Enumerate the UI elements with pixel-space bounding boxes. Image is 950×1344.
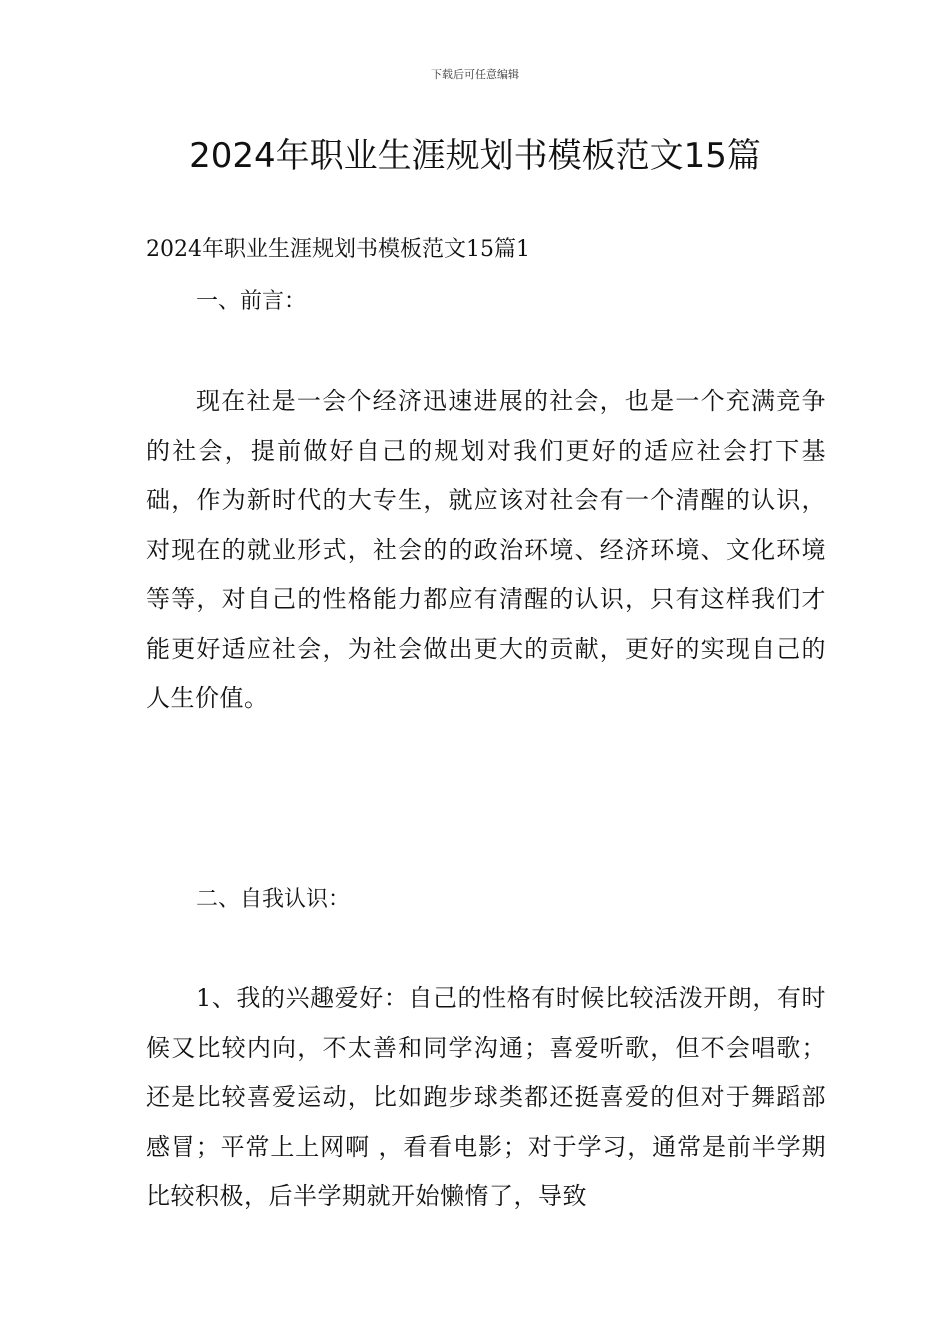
- header-note: 下载后可任意编辑: [431, 68, 519, 81]
- document-title: 2024年职业生涯规划书模板范文15篇: [189, 136, 761, 176]
- preface-paragraph: 现在社是一会个经济迅速进展的社会，也是一个充满竞争的社会，提前做好自己的规划对我们更好的适应社会打下基础，作为新时代的大专生，就应该对社会有一个清醒的认识，对现在的就业形式，社会的的政治环境、经济环境、文化环境等等，对自己的性格能力都应有清醒的认识，只有这样我们才能更好适应社会，为社会做出更大的贡献，更好的实现自己的人生价值。: [146, 387, 826, 712]
- article-subtitle: 2024年职业生涯规划书模板范文15篇1: [146, 237, 530, 262]
- section-heading-self-awareness: 二、自我认识：: [196, 887, 351, 912]
- self-awareness-paragraph: 1、我的兴趣爱好：自己的性格有时候比较活泼开朗，有时候又比较内向，不太善和同学沟通；喜爱听歌，但不会唱歌；还是比较喜爱运动，比如跑步球类都还挺喜爱的但对于舞蹈部感冒；平常上上网啊 ，看看电影；对于学习，通常是前半学期比较积极，后半学期就开始懒惰了，导致: [146, 984, 826, 1210]
- section-heading-preface: 一、前言：: [196, 289, 307, 314]
